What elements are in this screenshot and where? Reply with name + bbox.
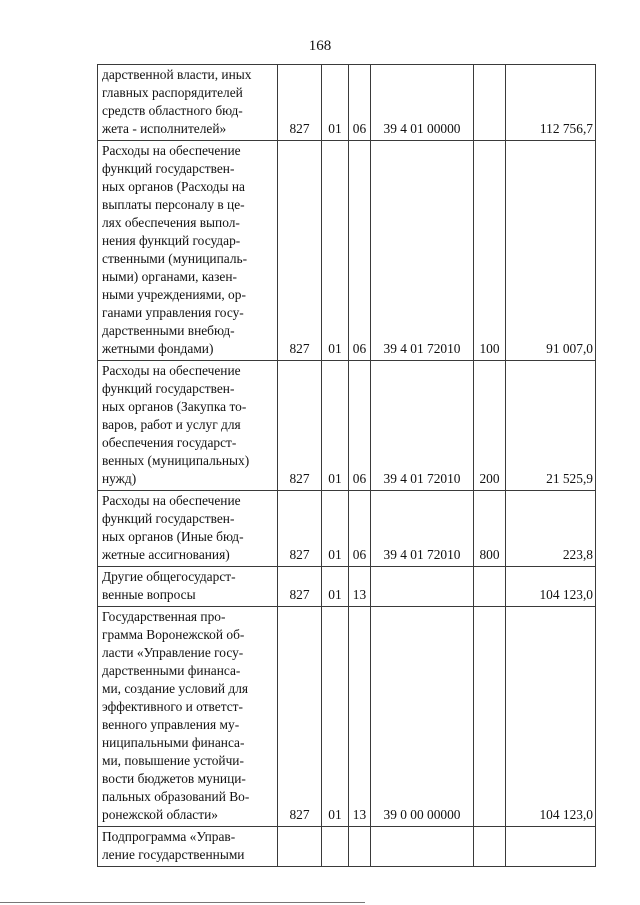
table-row xyxy=(98,607,596,827)
table-row xyxy=(98,141,596,361)
expense-type-cell xyxy=(474,827,506,867)
expense-name-line: функций государствен- xyxy=(102,511,235,526)
ministry-code-cell: 827 xyxy=(278,65,322,141)
budget-table xyxy=(97,64,596,867)
subsection-code-cell: 13 xyxy=(349,567,371,607)
table-row xyxy=(98,827,596,867)
section-code-cell xyxy=(322,827,349,867)
page-number: 168 xyxy=(308,38,332,54)
expense-name-cell xyxy=(98,567,278,607)
subsection-code-cell: 06 xyxy=(349,141,371,361)
expense-name-line: главных распорядителей xyxy=(102,85,243,100)
expense-name-line: варов, работ и услуг для xyxy=(102,417,241,432)
expense-name-line: ниципальными финанса- xyxy=(102,735,245,750)
subsection-code-cell: 06 xyxy=(349,491,371,567)
expense-name-cell xyxy=(98,827,278,867)
ministry-code-cell: 827 xyxy=(278,361,322,491)
expense-name-cell xyxy=(98,141,278,361)
subsection-code-cell: 06 xyxy=(349,65,371,141)
section-code-cell: 01 xyxy=(322,361,349,491)
expense-name-line: функций государствен- xyxy=(102,381,235,396)
expense-name-line: жетными фондами) xyxy=(102,341,214,356)
amount-cell: 223,8 xyxy=(506,491,596,567)
expense-name-line: Расходы на обеспечение xyxy=(102,363,241,378)
expense-name-line: ными учреждениями, ор- xyxy=(102,287,246,302)
expense-type-cell xyxy=(474,567,506,607)
target-article-cell xyxy=(371,827,474,867)
expense-name-line: Подпрограмма «Управ- xyxy=(102,829,236,844)
section-code-cell: 01 xyxy=(322,567,349,607)
expense-name-cell xyxy=(98,65,278,141)
ministry-code-cell: 827 xyxy=(278,567,322,607)
table-body xyxy=(98,65,596,867)
amount-cell: 21 525,9 xyxy=(506,361,596,491)
expense-name-line: Расходы на обеспечение xyxy=(102,143,241,158)
expense-name-line: ных органов (Иные бюд- xyxy=(102,529,244,544)
section-code-cell: 01 xyxy=(322,141,349,361)
expense-name-line: нения функций государ- xyxy=(102,233,241,248)
expense-name-line: ми, повышение устойчи- xyxy=(102,753,244,768)
expense-type-cell xyxy=(474,607,506,827)
expense-name-line: выплаты персоналу в це- xyxy=(102,197,245,212)
subsection-code-cell: 13 xyxy=(349,607,371,827)
target-article-cell xyxy=(371,567,474,607)
expense-name-line: ление государственными xyxy=(102,847,245,862)
expense-name-line: пальных образований Во- xyxy=(102,789,250,804)
section-code-cell: 01 xyxy=(322,607,349,827)
expense-name-line: венного управления му- xyxy=(102,717,240,732)
amount-cell: 91 007,0 xyxy=(506,141,596,361)
expense-name-cell xyxy=(98,607,278,827)
expense-type-cell xyxy=(474,65,506,141)
expense-name-line: жетные ассигнования) xyxy=(102,547,230,562)
target-article-cell: 39 4 01 72010 xyxy=(371,361,474,491)
expense-name-line: дарственными внебюд- xyxy=(102,323,235,338)
ministry-code-cell: 827 xyxy=(278,607,322,827)
table-row xyxy=(98,361,596,491)
expense-name-line: ронежской области» xyxy=(102,807,218,822)
subsection-code-cell: 06 xyxy=(349,361,371,491)
expense-name-line: Государственная про- xyxy=(102,609,226,624)
table-row xyxy=(98,567,596,607)
expense-name-line: дарственной власти, иных xyxy=(102,67,252,82)
expense-name-line: Другие общегосударст- xyxy=(102,569,236,584)
expense-name-line: дарственными финанса- xyxy=(102,663,241,678)
expense-name-line: функций государствен- xyxy=(102,161,235,176)
target-article-cell: 39 0 00 00000 xyxy=(371,607,474,827)
expense-name-line: лях обеспечения выпол- xyxy=(102,215,240,230)
expense-name-line: грамма Воронежской об- xyxy=(102,627,245,642)
expense-name-line: ми, создание условий для xyxy=(102,681,249,696)
target-article-cell: 39 4 01 72010 xyxy=(371,491,474,567)
ministry-code-cell: 827 xyxy=(278,141,322,361)
expense-name-line: жета - исполнителей» xyxy=(102,121,227,136)
expense-name-line: Расходы на обеспечение xyxy=(102,493,241,508)
target-article-cell: 39 4 01 00000 xyxy=(371,65,474,141)
ministry-code-cell: 827 xyxy=(278,491,322,567)
table-row xyxy=(98,65,596,141)
expense-name-line: ласти «Управление госу- xyxy=(102,645,244,660)
expense-name-cell xyxy=(98,491,278,567)
footer-rule xyxy=(0,902,365,903)
expense-name-line: венных (муниципальных) xyxy=(102,453,250,468)
expense-name-line: вости бюджетов муници- xyxy=(102,771,246,786)
expense-name-line: ственными (муниципаль- xyxy=(102,251,248,266)
expense-name-cell xyxy=(98,361,278,491)
subsection-code-cell xyxy=(349,827,371,867)
expense-name-line: средств областного бюд- xyxy=(102,103,243,118)
ministry-code-cell xyxy=(278,827,322,867)
expense-name-line: нужд) xyxy=(102,471,137,486)
amount-cell: 104 123,0 xyxy=(506,567,596,607)
section-code-cell: 01 xyxy=(322,491,349,567)
amount-cell xyxy=(506,827,596,867)
amount-cell: 104 123,0 xyxy=(506,607,596,827)
amount-cell: 112 756,7 xyxy=(506,65,596,141)
expense-type-cell: 100 xyxy=(474,141,506,361)
expense-name-line: обеспечения государст- xyxy=(102,435,237,450)
expense-name-line: ганами управления госу- xyxy=(102,305,244,320)
section-code-cell: 01 xyxy=(322,65,349,141)
expense-type-cell: 200 xyxy=(474,361,506,491)
expense-name-line: ных органов (Закупка то- xyxy=(102,399,247,414)
expense-name-line: эффективного и ответст- xyxy=(102,699,243,714)
expense-name-line: ных органов (Расходы на xyxy=(102,179,245,194)
target-article-cell: 39 4 01 72010 xyxy=(371,141,474,361)
expense-name-line: венные вопросы xyxy=(102,587,196,602)
expense-name-line: ными) органами, казен- xyxy=(102,269,237,284)
table-row xyxy=(98,491,596,567)
expense-type-cell: 800 xyxy=(474,491,506,567)
